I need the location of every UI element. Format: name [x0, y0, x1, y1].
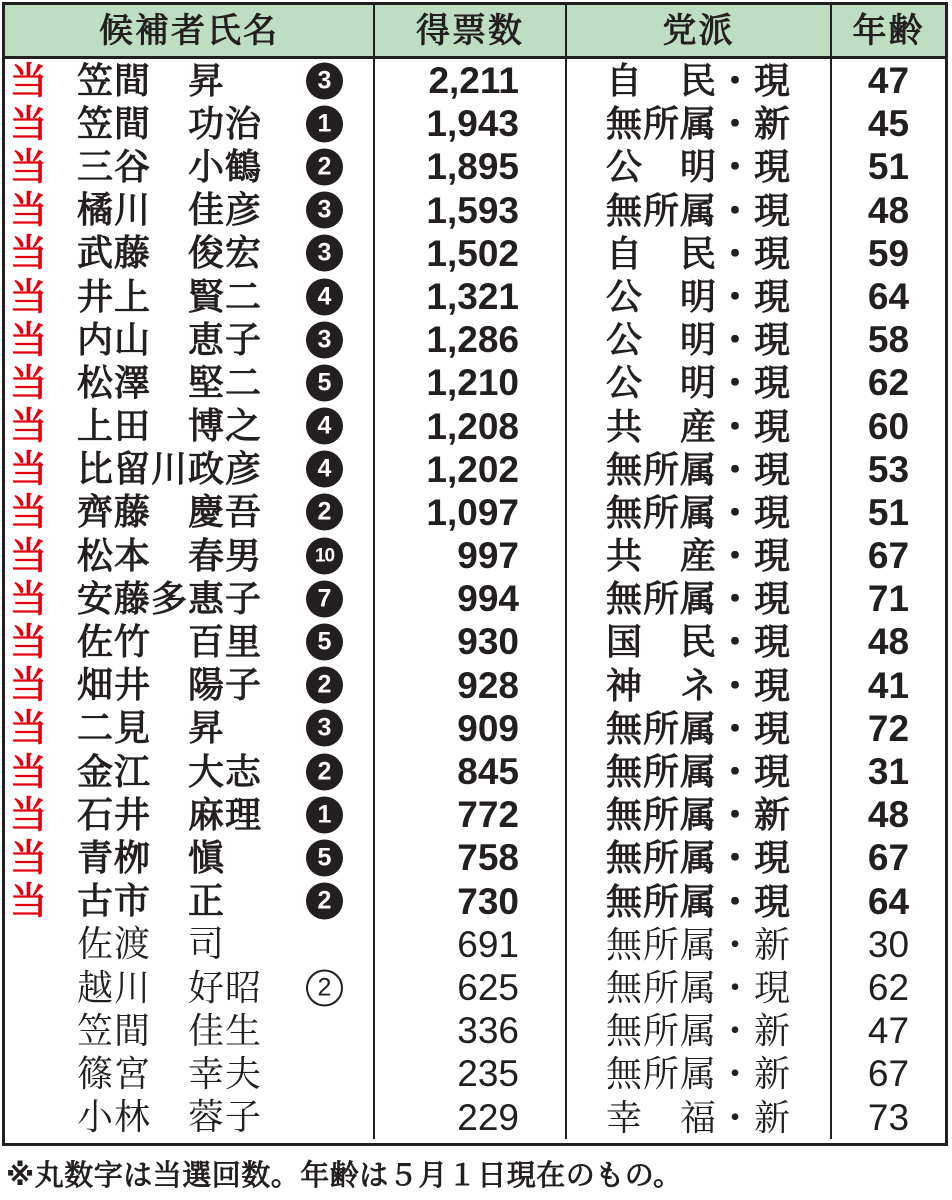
table-row [5, 405, 945, 448]
elected-marker: 当 [10, 664, 47, 706]
win-count-badge: 2 [306, 883, 343, 920]
table-header-row [5, 5, 945, 59]
win-count-badge: 3 [306, 62, 343, 99]
elected-marker: 当 [10, 319, 47, 361]
candidate-name: 佐渡 司 [77, 923, 226, 965]
table-row [5, 620, 945, 663]
candidate-name: 武藤 俊宏 [77, 232, 263, 274]
party-affiliation: 神 ネ・現 [567, 664, 832, 707]
candidate-age: 31 [867, 751, 910, 792]
elected-marker: 当 [10, 837, 47, 879]
candidate-name: 佐竹 百里 [77, 621, 263, 663]
elected-marker: 当 [10, 535, 47, 577]
party-affiliation: 無所属・現 [567, 189, 832, 232]
win-count-badge: 4 [306, 408, 343, 445]
candidate-name: 橘川 佳彦 [77, 189, 263, 231]
candidate-age: 47 [867, 60, 910, 101]
candidate-cell [5, 232, 375, 275]
candidate-age: 67 [867, 1053, 910, 1095]
table-row [5, 189, 945, 232]
elected-marker: 当 [10, 189, 47, 231]
candidate-cell [5, 275, 375, 318]
candidate-age: 45 [867, 103, 910, 145]
vote-count: 2,211 [375, 59, 567, 102]
elected-marker: 当 [10, 232, 47, 274]
vote-count: 1,593 [375, 189, 567, 232]
elected-marker: 当 [10, 880, 47, 922]
table-row [5, 707, 945, 750]
candidate-cell [5, 448, 375, 491]
table-row [5, 664, 945, 707]
vote-count: 928 [375, 664, 567, 707]
table-row [5, 750, 945, 793]
candidate-name: 笠間 昇 [77, 59, 226, 101]
candidate-cell [5, 534, 375, 577]
candidate-name: 笠間 佳生 [77, 1009, 263, 1051]
candidate-name: 上田 博之 [77, 405, 263, 447]
table-row [5, 232, 945, 275]
table-row [5, 1009, 945, 1052]
candidate-cell [5, 707, 375, 750]
candidate-cell [5, 102, 375, 145]
table-row [5, 448, 945, 491]
candidate-name: 篠宮 幸夫 [77, 1052, 263, 1094]
party-affiliation: 無所属・現 [567, 966, 832, 1009]
party-affiliation: 公 明・現 [567, 361, 832, 404]
candidate-cell [5, 923, 375, 966]
candidate-cell [5, 620, 375, 663]
candidate-cell [5, 880, 375, 923]
elected-marker: 当 [10, 794, 47, 836]
elected-marker: 当 [10, 103, 47, 145]
candidate-cell [5, 1096, 375, 1139]
candidate-age: 48 [867, 794, 910, 836]
table-row [5, 1052, 945, 1095]
header-party: 党派 [567, 5, 832, 57]
candidate-cell [5, 491, 375, 534]
elected-marker: 当 [10, 578, 47, 620]
elected-marker: 当 [10, 276, 47, 318]
party-affiliation: 自 民・現 [567, 232, 832, 275]
table-row [5, 966, 945, 1009]
win-count-badge: 5 [306, 839, 343, 876]
win-count-badge: 2 [306, 667, 343, 704]
candidate-name: 齊藤 慶吾 [77, 491, 263, 533]
candidate-cell [5, 836, 375, 879]
candidate-cell [5, 966, 375, 1009]
elected-marker: 当 [10, 491, 47, 533]
header-candidate-name: 候補者氏名 [5, 5, 375, 57]
party-affiliation: 無所属・現 [567, 577, 832, 620]
table-row [5, 275, 945, 318]
party-affiliation: 公 明・現 [567, 275, 832, 318]
candidate-age: 64 [867, 880, 910, 922]
win-count-badge: 4 [306, 451, 343, 488]
party-affiliation: 幸 福・新 [567, 1096, 832, 1139]
candidate-name: 二見 昇 [77, 707, 226, 749]
candidate-age: 71 [867, 578, 910, 620]
party-affiliation: 共 産・現 [567, 405, 832, 448]
candidate-age: 67 [867, 837, 910, 879]
candidate-name: 井上 賢二 [77, 275, 263, 317]
vote-count: 625 [375, 966, 567, 1009]
vote-count: 1,208 [375, 405, 567, 448]
elected-marker: 当 [10, 60, 47, 102]
header-vote-count: 得票数 [375, 5, 567, 57]
candidate-age: 62 [867, 966, 910, 1008]
vote-count: 730 [375, 880, 567, 923]
vote-count: 909 [375, 707, 567, 750]
win-count-badge: 2 [306, 969, 343, 1006]
vote-count: 691 [375, 923, 567, 966]
win-count-badge: 2 [306, 494, 343, 531]
table-row [5, 59, 945, 102]
elected-marker: 当 [10, 707, 47, 749]
vote-count: 1,097 [375, 491, 567, 534]
candidate-age: 67 [867, 535, 910, 577]
vote-count: 1,202 [375, 448, 567, 491]
party-affiliation: 無所属・新 [567, 923, 832, 966]
party-affiliation: 国 民・現 [567, 620, 832, 663]
party-affiliation: 無所属・現 [567, 880, 832, 923]
candidate-age: 72 [867, 707, 910, 749]
win-count-badge: 3 [306, 235, 343, 272]
candidate-name: 古市 正 [77, 880, 226, 922]
vote-count: 1,502 [375, 232, 567, 275]
candidate-name: 石井 麻理 [77, 793, 263, 835]
vote-count: 235 [375, 1052, 567, 1095]
candidate-age: 51 [867, 146, 910, 188]
elected-marker: 当 [10, 448, 47, 490]
win-count-badge: 4 [306, 278, 343, 315]
candidate-name: 安藤多惠子 [77, 577, 263, 619]
party-affiliation: 無所属・新 [567, 1009, 832, 1052]
candidate-name: 三谷 小鶴 [77, 145, 263, 187]
candidate-cell [5, 1052, 375, 1095]
candidate-cell [5, 145, 375, 188]
table-row [5, 923, 945, 966]
candidate-age: 51 [867, 491, 910, 533]
vote-count: 1,321 [375, 275, 567, 318]
candidate-name: 青栁 愼 [77, 836, 226, 878]
table-row [5, 318, 945, 361]
party-affiliation: 共 産・現 [567, 534, 832, 577]
candidate-cell [5, 361, 375, 404]
candidate-age: 64 [867, 275, 910, 317]
candidate-name: 小林 蓉子 [77, 1096, 263, 1138]
candidate-cell [5, 59, 375, 102]
candidate-age: 58 [867, 319, 910, 361]
win-count-badge: 2 [306, 753, 343, 790]
candidate-cell [5, 318, 375, 361]
election-results-table [2, 2, 948, 1146]
elected-marker: 当 [10, 362, 47, 404]
win-count-badge: 3 [306, 710, 343, 747]
table-row [5, 534, 945, 577]
candidate-age: 53 [867, 448, 910, 490]
party-affiliation: 公 明・現 [567, 145, 832, 188]
candidate-age: 59 [867, 232, 910, 274]
candidate-name: 越川 好昭 [77, 966, 263, 1008]
table-row [5, 577, 945, 620]
win-count-badge: 2 [306, 148, 343, 185]
table-row [5, 145, 945, 188]
table-row [5, 491, 945, 534]
candidate-cell [5, 664, 375, 707]
party-affiliation: 無所属・現 [567, 448, 832, 491]
candidate-cell [5, 189, 375, 232]
elected-marker: 当 [10, 146, 47, 188]
vote-count: 772 [375, 793, 567, 836]
win-count-badge: 3 [306, 192, 343, 229]
candidate-name: 内山 恵子 [77, 318, 263, 360]
elected-marker: 当 [10, 751, 47, 793]
candidate-cell [5, 750, 375, 793]
table-row [5, 880, 945, 923]
elected-marker: 当 [10, 621, 47, 663]
party-affiliation: 無所属・現 [567, 836, 832, 879]
candidate-name: 松本 春男 [77, 534, 263, 576]
vote-count: 1,895 [375, 145, 567, 188]
table-row [5, 836, 945, 879]
candidate-age: 48 [867, 189, 910, 231]
vote-count: 930 [375, 620, 567, 663]
vote-count: 1,943 [375, 102, 567, 145]
candidate-cell [5, 577, 375, 620]
win-count-badge: 5 [306, 624, 343, 661]
win-count-badge: 1 [306, 105, 343, 142]
vote-count: 1,210 [375, 361, 567, 404]
candidate-age: 30 [867, 923, 910, 965]
candidate-cell [5, 1009, 375, 1052]
party-affiliation: 無所属・現 [567, 750, 832, 793]
party-affiliation: 無所属・現 [567, 491, 832, 534]
party-affiliation: 無所属・新 [567, 102, 832, 145]
win-count-badge: 1 [306, 796, 343, 833]
win-count-badge: 10 [306, 537, 343, 574]
vote-count: 229 [375, 1096, 567, 1139]
party-affiliation: 公 明・現 [567, 318, 832, 361]
vote-count: 845 [375, 750, 567, 793]
candidate-age: 47 [867, 1010, 910, 1052]
footnote: ※丸数字は当選回数。年齢は５月１日現在のもの。 [6, 1160, 683, 1192]
candidate-age: 62 [867, 362, 910, 404]
candidate-cell [5, 405, 375, 448]
header-age: 年齢 [852, 12, 925, 50]
win-count-badge: 5 [306, 364, 343, 401]
candidate-age: 73 [867, 1096, 910, 1138]
vote-count: 997 [375, 534, 567, 577]
candidate-name: 金江 大志 [77, 750, 263, 792]
candidate-age: 41 [867, 664, 910, 706]
elected-marker: 当 [10, 405, 47, 447]
candidate-name: 松澤 堅二 [77, 361, 263, 403]
candidate-cell [5, 793, 375, 836]
table-row [5, 102, 945, 145]
table-row [5, 361, 945, 404]
candidate-age: 48 [867, 621, 910, 663]
candidate-name: 比留川政彦 [77, 448, 263, 490]
win-count-badge: 3 [306, 321, 343, 358]
table-row [5, 793, 945, 836]
win-count-badge: 7 [306, 580, 343, 617]
table-row [5, 1096, 945, 1139]
candidate-name: 笠間 功治 [77, 102, 263, 144]
vote-count: 1,286 [375, 318, 567, 361]
candidate-age: 60 [867, 405, 910, 447]
party-affiliation: 無所属・新 [567, 793, 832, 836]
party-affiliation: 無所属・現 [567, 707, 832, 750]
vote-count: 336 [375, 1009, 567, 1052]
party-affiliation: 自 民・現 [567, 59, 832, 102]
vote-count: 758 [375, 836, 567, 879]
candidate-name: 畑井 陽子 [77, 664, 263, 706]
vote-count: 994 [375, 577, 567, 620]
party-affiliation: 無所属・新 [567, 1052, 832, 1095]
